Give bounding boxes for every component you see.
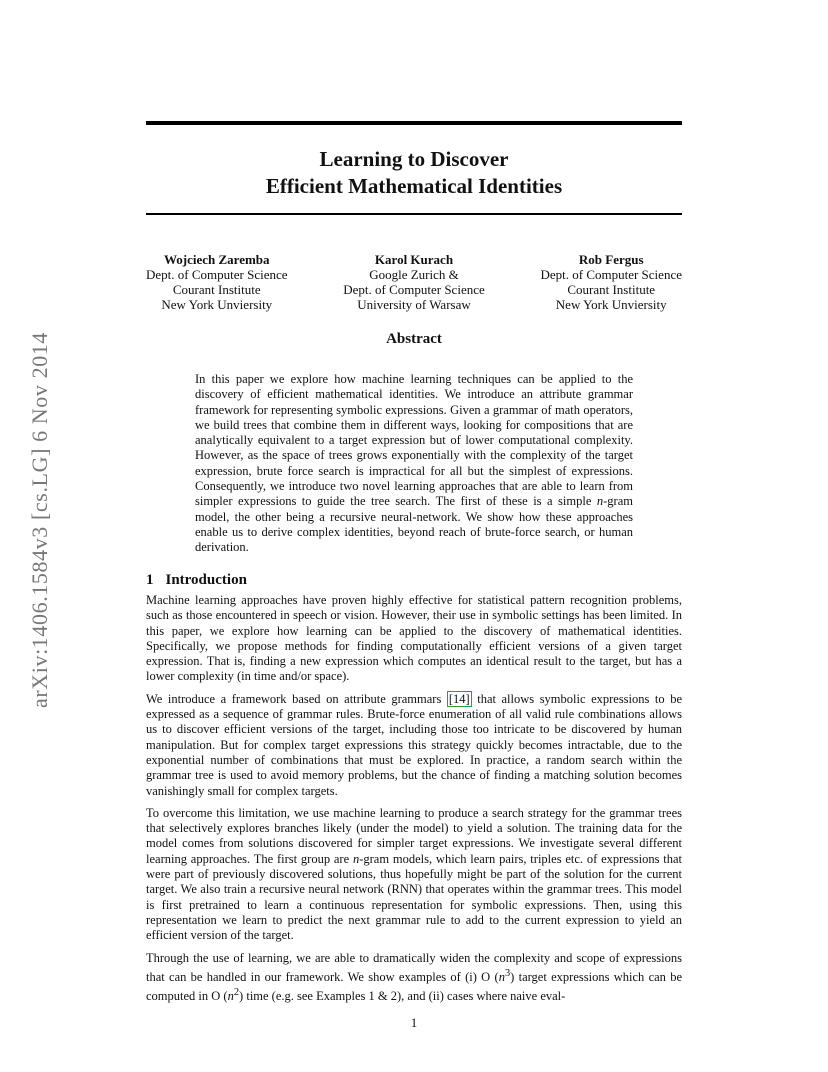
- title-line-1: Learning to Discover: [319, 147, 509, 171]
- paragraph-text: To overcome this limitation, we use machine learning to produce a search strategy for the grammar trees that selectively explores branches likely (under the model) to yield a solution. The training data for the model comes from solutions discovered for simpler target expressions. We investigate several different learning approaches. The first group are: [146, 805, 682, 866]
- author-name: Rob Fergus: [578, 252, 644, 267]
- author-affiliation: Google Zurich &: [369, 267, 459, 282]
- paragraph-4: [146, 951, 682, 1005]
- citation-link[interactable]: [14]: [448, 691, 470, 706]
- math-n: n: [227, 989, 234, 1004]
- author-block: [146, 252, 682, 312]
- author-affiliation: Dept. of Computer Science: [540, 267, 682, 282]
- math-n: n: [352, 851, 360, 866]
- paragraph-text: Through the use of learning, we are able to dramatically widen the complexity and scope of expressions that can be handled in our framework. We show examples of (i) O: [146, 950, 682, 984]
- abstract-text: [195, 372, 633, 556]
- paragraph-text: -gram models, which learn pairs, triples etc. of expressions that were part of previously discovered solutions, thus hopefully might be part of the solution for the current target. We also train a recursive neural network (RNN) that operates within the grammar trees. This model is first pretrained to learn a continuous representation for symbolic expressions. Then, using this representation we learn to predict the next grammar rule to add to the current expression to yield an efficient version of the target.: [146, 851, 682, 943]
- author-affiliation: University of Warsaw: [357, 297, 471, 312]
- math-n-cubed: $(n^3)$: [494, 967, 515, 984]
- math-n: n: [596, 494, 604, 509]
- author-affiliation: Courant Institute: [172, 282, 261, 297]
- paragraph-3: [146, 806, 682, 944]
- author-affiliation: Dept. of Computer Science: [146, 267, 288, 282]
- abstract-text-part: In this paper we explore how machine learning techniques can be applied to the discovery of efficient mathematical identities. We introduce an attribute grammar framework for representing symbolic expressions. Given a grammar of math operators, we build trees that combine them in different ways, looking for compositions that are analytically equivalent to a target expression but of lower computational complexity. However, as the space of trees grows exponentially with the complexity of the target expression, brute force search is impractical for all but the simplest of expressions. Consequently, we introduce two novel learning approaches that are able to learn from simpler expressions to guide the tree search. The first of these is a simple: [195, 372, 633, 509]
- title-line-2: Efficient Mathematical Identities: [265, 174, 563, 198]
- title-rule-top: [146, 121, 682, 125]
- section-heading-introduction: [146, 572, 247, 589]
- author-affiliation: Dept. of Computer Science: [343, 282, 485, 297]
- author-3: [540, 252, 682, 312]
- paragraph-2: [146, 692, 682, 799]
- page-number: 1: [410, 1015, 418, 1030]
- paragraph-text: target expressions which can be computed in O: [146, 969, 682, 1004]
- section-title: Introduction: [165, 572, 247, 588]
- paragraph-text: that allows symbolic expressions to be expressed as a sequence of grammar rules. Brute-force enumeration of all valid rule combinations allows us to discover efficient versions of the target, including those too intricate to be discovered by human manipulation. But for complex target expressions this strategy quickly becomes intractable, due to the exponential number of combinations that must be explored. In practice, a random search within the grammar tree is used to avoid memory problems, but the chance of finding a matching solution becomes vanishingly small for complex targets.: [146, 691, 682, 798]
- math-n: n: [498, 969, 505, 984]
- author-name: Wojciech Zaremba: [163, 252, 270, 267]
- title-rule-bottom: [146, 213, 682, 215]
- author-affiliation: New York Unviersity: [161, 297, 273, 312]
- arxiv-identifier: arXiv:1406.1584v3 [cs.LG] 6 Nov 2014: [27, 332, 52, 708]
- section-number: 1: [146, 572, 154, 588]
- author-2: [343, 252, 485, 312]
- math-n-squared: $(n^2)$: [223, 987, 244, 1004]
- author-affiliation: Courant Institute: [567, 282, 656, 297]
- author-affiliation: New York Unviersity: [555, 297, 667, 312]
- author-name: Karol Kurach: [374, 252, 454, 267]
- abstract-heading: Abstract: [386, 331, 442, 347]
- author-1: [146, 252, 288, 312]
- abstract-text-part: -gram model, the other being a recursive neural-network. We show how these approaches enable us to derive complex identities, beyond reach of brute-force search, or human derivation.: [195, 494, 633, 555]
- paragraph-1: Machine learning approaches have proven highly effective for statistical pattern recognition problems, such as those encountered in speech or vision. However, their use in symbolic settings has been limited. In this paper, we explore how learning can be applied to the discovery of mathematical identities. Specifically, we propose methods for finding computationally efficient versions of a given target expression. That is, finding a new expression which computes an identical result to the target, but has a lower complexity (in time and/or space).: [146, 593, 682, 684]
- paper-title: [146, 146, 682, 200]
- paragraph-text: time (e.g. see Examples 1 & 2), and (ii) cases where naive eval-: [243, 989, 566, 1004]
- introduction-body: [146, 593, 682, 1012]
- paragraph-text: We introduce a framework based on attribute grammars: [146, 691, 447, 706]
